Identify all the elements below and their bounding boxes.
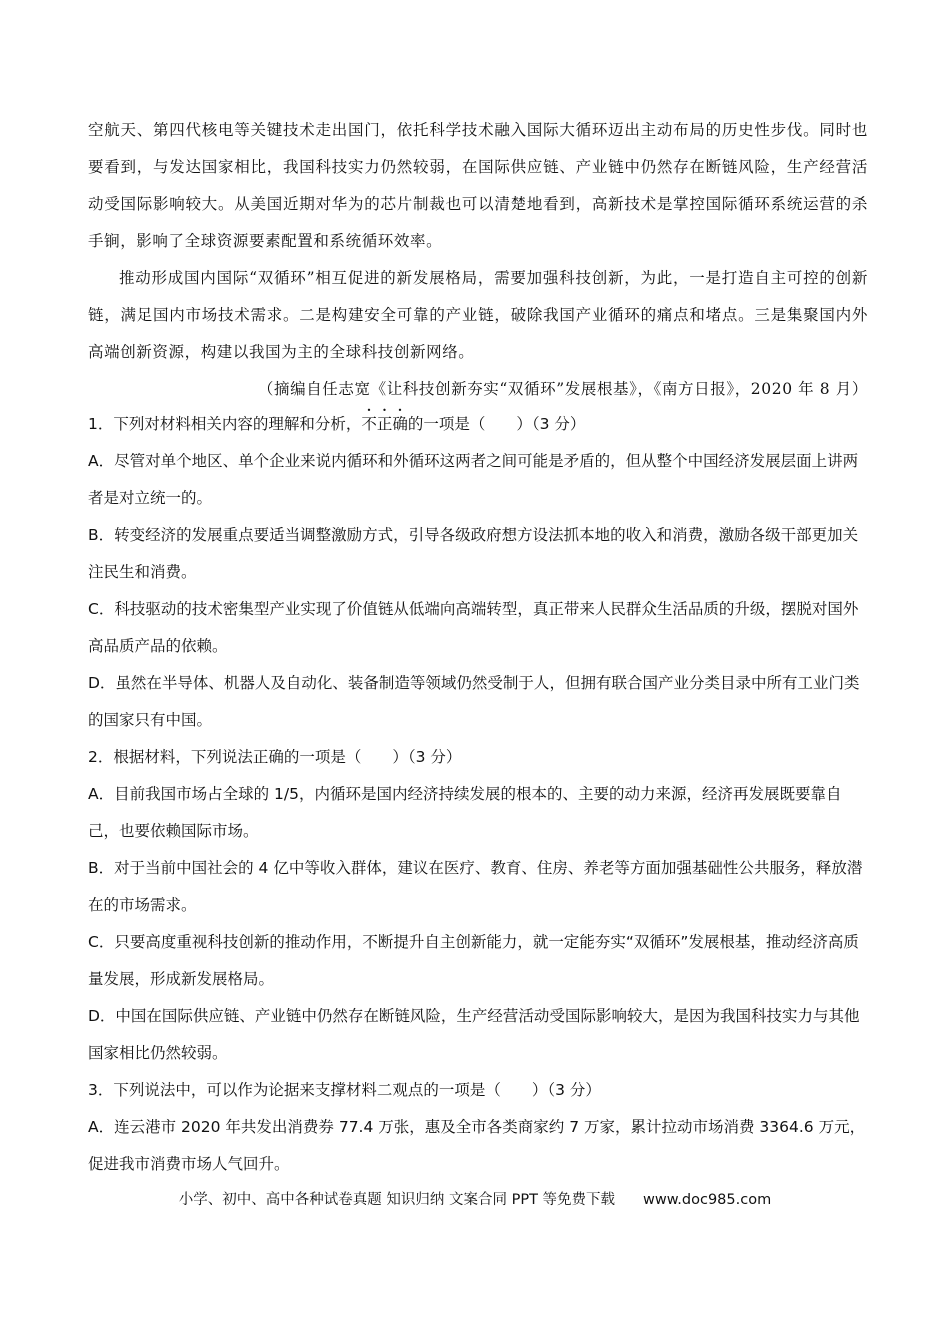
footer-text: 小学、初中、高中各种试卷真题 知识归纳 文案合同 PPT 等免费下载 <box>178 1192 616 1208</box>
passage-source: （摘编自任志宽《让科技创新夯实“双循环”发展根基》，《南方日报》，2020 年 8 月） <box>257 380 868 398</box>
option-a: A．尽管对单个地区、单个企业来说内循环和外循环这两者之间可能是矛盾的，但从整个中国经济发展层面上讲两者是对立统一的。 <box>88 452 859 507</box>
passage-paragraph-1: 空航天、第四代核电等关键技术走出国门，依托科学技术融入国际大循环迈出主动布局的历史性步伐。同时也要看到，与发达国家相比，我国科技实力仍然较弱，在国际供应链、产业链中仍然存在断链风险，生产经营活动受国际影响较大。从美国近期对华为的芯片制裁也可以清楚地看到，高新技术是掌控国际循环系统运营的杀手锏，影响了全球资源要素配置和系统循环效率。 <box>88 121 868 250</box>
option-b: B．对于当前中国社会的 4 亿中等收入群体，建议在医疗、教育、住房、养老等方面加强基础性公共服务，释放潜在的市场需求。 <box>88 859 863 914</box>
option-c: C．科技驱动的技术密集型产业实现了价值链从低端向高端转型，真正带来人民群众生活品质的升级，摆脱对国外高品质产品的依赖。 <box>88 600 859 655</box>
question-3 <box>88 1072 868 1183</box>
question-list <box>88 406 868 1183</box>
page-footer <box>0 1188 950 1209</box>
option-a: A．目前我国市场占全球的 1/5，内循环是国内经济持续发展的根本的、主要的动力来源，经济再发展既要靠自己，也要依赖国际市场。 <box>88 785 842 840</box>
option-c: C．只要高度重视科技创新的推动作用，不断提升自主创新能力，就一定能夯实“双循环”发展根基，推动经济高质量发展，形成新发展格局。 <box>88 933 859 988</box>
question-2 <box>88 739 868 1072</box>
question-1 <box>88 406 868 739</box>
question-stem: 2．根据材料，下列说法正确的一项是（ ）（3 分） <box>88 748 462 766</box>
option-b: B．转变经济的发展重点要适当调整激励方式，引导各级政府想方设法抓本地的收入和消费，激励各级干部更加关注民生和消费。 <box>88 526 859 581</box>
option-d: D．中国在国际供应链、产业链中仍然存在断链风险，生产经营活动受国际影响较大，是因为我国科技实力与其他国家相比仍然较弱。 <box>88 1007 860 1062</box>
option-d: D．虽然在半导体、机器人及自动化、装备制造等领域仍然受制于人，但拥有联合国产业分类目录中所有工业门类的国家只有中国。 <box>88 674 860 729</box>
stem-text: 1．下列对材料相关内容的理解和分析， <box>88 415 362 433</box>
stem-text-end: 的一项是（ ）（3 分） <box>407 415 586 433</box>
stem-emphasis: 不正确 <box>361 415 408 433</box>
reading-passage <box>88 112 868 408</box>
option-a: A．连云港市 2020 年共发出消费券 77.4 万张，惠及全市各类商家约 7 万家，累计拉动市场消费 3364.6 万元，促进我市消费市场人气回升。 <box>88 1118 866 1173</box>
question-stem: 3．下列说法中，可以作为论据来支撑材料二观点的一项是（ ）（3 分） <box>88 1081 601 1099</box>
question-stem <box>88 406 868 443</box>
footer-link[interactable]: www.doc985.com <box>643 1192 772 1208</box>
passage-paragraph-2: 推动形成国内国际“双循环”相互促进的新发展格局，需要加强科技创新，为此，一是打造自主可控的创新链，满足国内市场技术需求。二是构建安全可靠的产业链，破除我国产业循环的痛点和堵点。三是集聚国内外高端创新资源，构建以我国为主的全球科技创新网络。 <box>88 269 868 361</box>
